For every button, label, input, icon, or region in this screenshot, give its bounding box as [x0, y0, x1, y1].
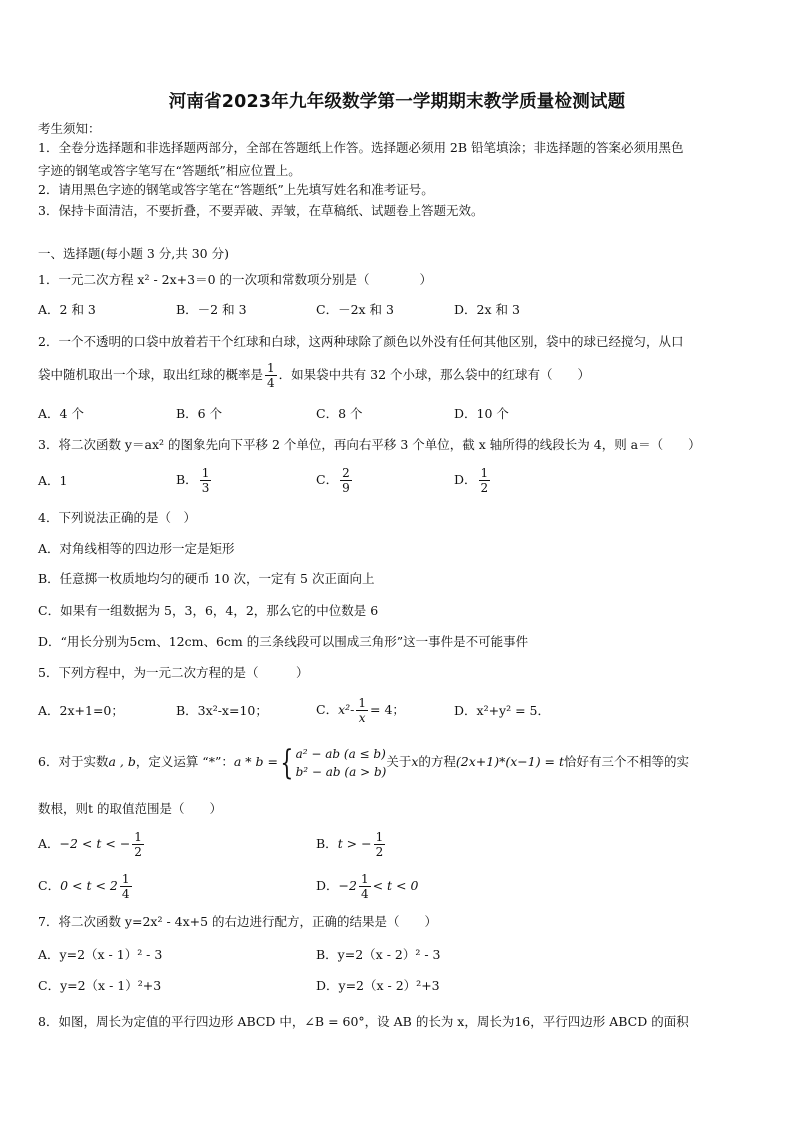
q4-option-a: A．对角线相等的四边形一定是矩形 [38, 541, 235, 556]
q2-stem-text-b: ．如果袋中共有 32 个小球，那么袋中的红球有（ ） [278, 367, 591, 382]
q1-option-c: C．－2x 和 3 [316, 302, 394, 317]
q2-frac-den: 4 [267, 376, 275, 390]
q6-text-g: 的方程 [418, 754, 456, 769]
q3-option-c-fraction [340, 466, 352, 495]
q3-option-c [316, 462, 354, 498]
q5-c-post: = 4； [370, 702, 405, 717]
q5-option-b: B．3x²-x=10； [176, 703, 268, 718]
q6-text-i: 恰好有三个不相等的实 [564, 754, 690, 769]
q6-d-post: < t < 0 [372, 878, 419, 893]
q1-stem: 1．一元二次方程 x² - 2x+3＝0 的一次项和常数项分别是（ ） [38, 272, 433, 287]
notice-heading: 考生须知： [38, 121, 101, 136]
q3-option-d-fraction [479, 466, 491, 495]
q3-b-den: 3 [201, 481, 210, 495]
q6-text-d: a * b = [233, 754, 278, 769]
q6-stem-line1 [38, 740, 689, 784]
q3-option-d-label: D． [454, 472, 477, 487]
q6-d-label: D． [316, 878, 339, 893]
q6-c-num: 1 [121, 872, 130, 886]
q1-option-b: B．－2 和 3 [176, 302, 247, 317]
q6-cases [296, 745, 387, 781]
q3-option-d [454, 462, 492, 498]
q6-b-pre: t > − [337, 836, 372, 851]
q3-option-b [176, 462, 213, 498]
q6-b-label: B． [316, 836, 338, 851]
q7-option-a: A．y=2（x - 1）² - 3 [38, 947, 163, 962]
q2-stem-line2 [38, 360, 590, 390]
q6-a-den: 2 [134, 845, 142, 859]
q2-option-a: A．4 个 [38, 406, 84, 421]
q2-stem-line1: 2．一个不透明的口袋中放着若干个红球和白球，这两种球除了颜色以外没有任何其他区别，袋中的球已经搅匀，从口 [38, 334, 684, 349]
q6-b-num: 1 [375, 830, 384, 844]
q3-stem: 3．将二次函数 y＝ax² 的图象先向下平移 2 个单位，再向右平移 3 个单位，截 x 轴所得的线段长为 4，则 a＝（ ） [38, 437, 701, 452]
q6-stem-line2: 数根，则t 的取值范围是（ ） [38, 801, 222, 816]
q6-option-d [316, 868, 418, 904]
q3-option-c-label: C． [316, 472, 339, 487]
q6-b-den: 2 [375, 845, 384, 859]
q6-c-label: C． [38, 878, 61, 893]
q5-option-d: D．x²+y² = 5． [454, 703, 551, 718]
q6-a-label: A． [38, 836, 60, 851]
q3-option-a: A．1 [38, 473, 68, 488]
q7-stem: 7．将二次函数 y=2x² - 4x+5 的右边进行配方，正确的结果是（ ） [38, 914, 438, 929]
q4-option-c: C．如果有一组数据为 5，3，6，4，2，那么它的中位数是 6 [38, 603, 379, 618]
q6-text-a: 6．对于实数 [38, 754, 109, 769]
q5-option-c [316, 692, 405, 728]
q3-c-den: 9 [342, 481, 350, 495]
q6-option-c [38, 868, 134, 904]
q4-option-d: D．“用长分别为5cm、12cm、6cm 的三条线段可以围成三角形”这一事件是不可能事件 [38, 634, 529, 649]
q5-option-a: A．2x+1=0； [38, 703, 124, 718]
notice-item-1b: 字迹的钢笔或答字笔写在“答题纸”相应位置上。 [38, 163, 301, 178]
q6-text-c: ，定义运算 “*”： [135, 754, 234, 769]
q2-option-c: C．8 个 [316, 406, 363, 421]
q7-option-d: D．y=2（x - 2）²+3 [316, 978, 440, 993]
q6-text-h: (2x+1)*(x−1) = t [455, 754, 565, 769]
q6-d-den: 4 [360, 887, 369, 901]
q2-fraction [265, 361, 277, 390]
q6-a-num: 1 [134, 830, 142, 844]
q3-d-num: 1 [480, 466, 489, 480]
notice-item-3: 3．保持卡面清洁，不要折叠，不要弄破、弄皱，在草稿纸、试题卷上答题无效。 [38, 203, 484, 218]
q6-option-b [316, 826, 387, 862]
q6-c-den: 4 [121, 887, 130, 901]
q5-option-c-fraction [356, 696, 368, 725]
q5-stem: 5．下列方程中，为一元二次方程的是（ ） [38, 665, 309, 680]
q6-case-1: a² − ab (a ≤ b) [295, 746, 386, 761]
q6-d-pre: −2 [338, 878, 357, 893]
q6-option-c-fraction [120, 872, 132, 901]
q4-stem: 4．下列说法正确的是（ ） [38, 510, 196, 525]
q2-stem-text-a: 袋中随机取出一个球，取出红球的概率是 [38, 367, 264, 382]
q5-option-c-label: C． [316, 702, 339, 717]
q6-text-f: x [411, 754, 419, 769]
q2-frac-num: 1 [267, 361, 275, 375]
q5-c-num: 1 [358, 696, 367, 710]
q6-option-d-fraction [359, 872, 371, 901]
q3-c-num: 2 [342, 466, 350, 480]
q6-option-a-fraction [132, 830, 144, 859]
q6-case-2: b² − ab (a > b) [295, 764, 387, 779]
q6-option-a [38, 826, 146, 862]
q4-option-b: B．任意掷一枚质地均匀的硬币 10 次，一定有 5 次正面向上 [38, 571, 375, 586]
q3-b-num: 1 [201, 466, 210, 480]
q8-stem: 8．如图，周长为定值的平行四边形 ABCD 中，∠B = 60°，设 AB 的长为 x，周长为16，平行四边形 ABCD 的面积 [38, 1014, 689, 1029]
q6-c-pre: 0 < t < 2 [60, 878, 118, 893]
q3-option-b-fraction [200, 466, 212, 495]
q5-c-den: x [358, 711, 366, 725]
notice-item-2: 2．请用黑色字迹的钢笔或答字笔在“答题纸”上先填写姓名和准考证号。 [38, 182, 434, 197]
q1-option-a: A．2 和 3 [38, 302, 96, 317]
q7-option-c: C．y=2（x - 1）²+3 [38, 978, 162, 993]
q6-option-b-fraction [374, 830, 386, 859]
q5-c-pre: x²- [338, 702, 355, 717]
q6-text-e: 关于 [386, 754, 412, 769]
notice-item-1a: 1．全卷分选择题和非选择题两部分，全部在答题纸上作答。选择题必须用 2B 铅笔填涂；非选择题的答案必须用黑色 [38, 140, 684, 155]
q2-option-d: D．10 个 [454, 406, 509, 421]
brace-icon: { [280, 742, 294, 783]
q3-d-den: 2 [480, 481, 489, 495]
page-title: 河南省2023年九年级数学第一学期期末教学质量检测试题 [168, 92, 626, 112]
q1-option-d: D．2x 和 3 [454, 302, 520, 317]
q6-a-pre: −2 < t < − [59, 836, 131, 851]
section-heading: 一、选择题(每小题 3 分,共 30 分) [38, 246, 229, 261]
q3-option-b-label: B． [176, 472, 198, 487]
q2-option-b: B．6 个 [176, 406, 223, 421]
q6-text-b: a , b [108, 754, 136, 769]
q6-d-num: 1 [360, 872, 369, 886]
q7-option-b: B．y=2（x - 2）² - 3 [316, 947, 441, 962]
